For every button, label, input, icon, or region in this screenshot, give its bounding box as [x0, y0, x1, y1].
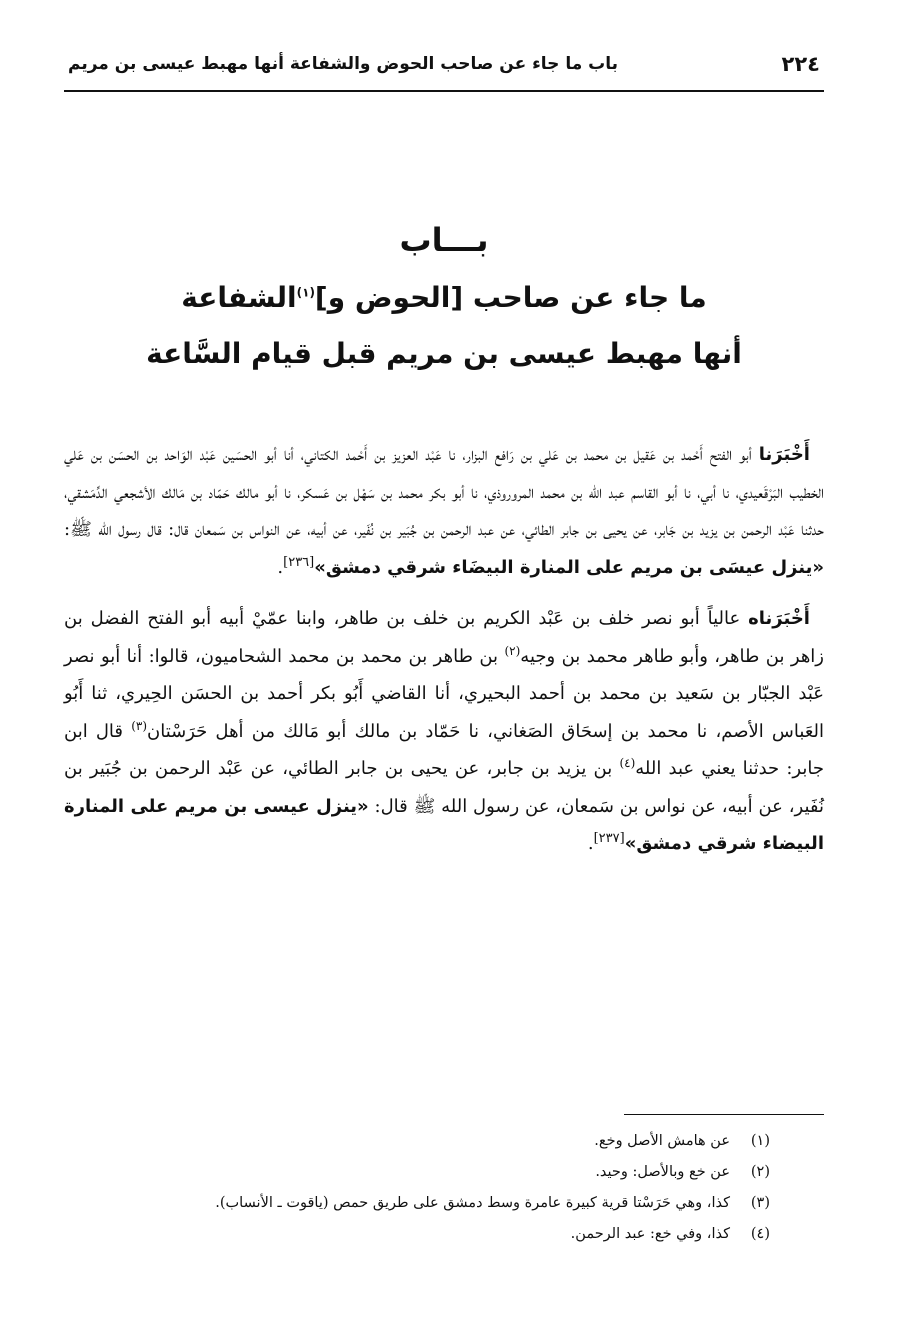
footnote-text: عن هامش الأصل وخع. — [594, 1133, 730, 1149]
chapter-heading — [64, 210, 824, 382]
chapter-title-part-1: ما جاء عن صاحب [الحوض و] — [314, 281, 707, 314]
footnote-2 — [64, 1157, 770, 1188]
isnad-chain-part-d: بن يزيد بن جابر، عن يحيى بن جابر الطائي، عن عَبْد الرحمن بن جُبَير بن نُفَير، عن أبيه، عن نواس بن سَمعان، عن رسول الله ﷺ قال: — [64, 758, 824, 817]
hadith-reference-number: [٢٣٦] — [283, 554, 315, 570]
footnote-text: عن خع وبالأصل: وحيد. — [595, 1164, 730, 1180]
footnote-1 — [64, 1126, 770, 1157]
narration-keyword: أَخْبَرَناه — [748, 608, 810, 629]
chapter-title-line-2: أنها مهبط عيسى بن مريم قبل قيام السَّاعة — [146, 337, 742, 370]
footnote-number: (١) — [750, 1133, 770, 1149]
narration-keyword: أَخْبَرَنا — [758, 444, 810, 465]
isnad-chain: أبو الفتح أَحْمد بن عَقيل بن محمد بن عَلي بن رَافع البزار، نا عَبْد العزيز بن أَحْمد الكتاني، أنا أبو الحسَين عَبْد الوَاحد بن الحسَن بن عَلي الخطيب البَرْقَعيدي، نا أبي، نا أبو القاسم عبد الله بن محمد المروروذي، نا أبو بكر محمد بن سَهْل بن عَسكر، نا أبو مالك حَمّاد بن مَالك الأشجعي الدِّمَشقي، حدثنا عَبْد الرحمن بن يزيد بن جَابر، عن يحيى بن جابر الطائي، عن عبد الرحمن بن جُبَير بن نُفَير، عن أبيه، عن النواس بن سَمعان قال: قال رسول الله ﷺ: — [64, 444, 824, 540]
header-rule — [64, 90, 824, 92]
sentence-end: . — [277, 556, 284, 578]
hadith-reference-number: [٢٣٧] — [593, 831, 625, 846]
footnote-marker-1: (١) — [296, 285, 315, 300]
paragraph-1 — [64, 436, 824, 586]
chapter-title-part-2: الشفاعة — [181, 281, 297, 314]
sentence-end: . — [587, 833, 594, 854]
footnote-number: (٢) — [750, 1164, 770, 1180]
isnad-chain-part-b: بن طاهر بن محمد بن محمد الشحاميون، قالوا: أنا أبو نصر عَبْد الجبّار بن سَعيد بن محمد بن أحمد البحيري، أنا القاضي أَبُو بكر أحمد بن الحسَن الحِيري، ثنا أَبُو العَباس الأصم، نا محمد بن إسحَاق الصَغاني، نا حَمّاد بن مالك أبو مَالك من أهل حَرَسْتان — [64, 645, 824, 742]
footnote-text: كذا، وفي خع: عبد الرحمن. — [570, 1226, 730, 1242]
running-header — [64, 44, 824, 88]
isnad-chain-part-c: قال ابن جابر: حدثنا يعني عبد الله — [64, 720, 824, 779]
footnote-marker-4: (٤) — [619, 756, 636, 770]
footnote-separator — [624, 1114, 824, 1115]
hadith-text: «ينزل عيسَى بن مريم على المنارة البيضَاء شرقي دمشق» — [314, 556, 824, 578]
paragraph-2 — [64, 600, 824, 863]
main-text — [64, 436, 824, 863]
footnote-marker-3: (٣) — [131, 718, 148, 733]
footnote-marker-2: (٢) — [504, 643, 521, 658]
header-title: باب ما جاء عن صاحب الحوض والشفاعة أنها مهبط عيسى بن مريم — [68, 54, 619, 74]
chapter-word: بـــاب — [399, 221, 489, 259]
footnote-4 — [64, 1219, 770, 1250]
footnote-text: كذا، وهي حَرَسْتا قرية كبيرة عامرة وسط دمشق على طريق حمص (ياقوت ـ الأنساب). — [215, 1195, 730, 1211]
footnote-3 — [64, 1188, 770, 1219]
isnad-chain-part-a: عالياً أبو نصر خلف بن عَبْد الكريم بن خلف بن طاهر، وابنا عمّيْ أبيه أبو الفتح الفضل بن زاهر بن طاهر، وأبو طاهر محمد بن وجيه — [64, 608, 824, 667]
footnote-number: (٤) — [750, 1226, 770, 1242]
chapter-title-line-1 — [64, 270, 824, 326]
hadith-text: «ينزل عيسى بن مريم على المنارة البيضاء شرقي دمشق» — [64, 795, 824, 854]
page-number: ٢٢٤ — [781, 52, 820, 76]
footnotes — [64, 1126, 770, 1250]
footnote-number: (٣) — [750, 1195, 770, 1211]
